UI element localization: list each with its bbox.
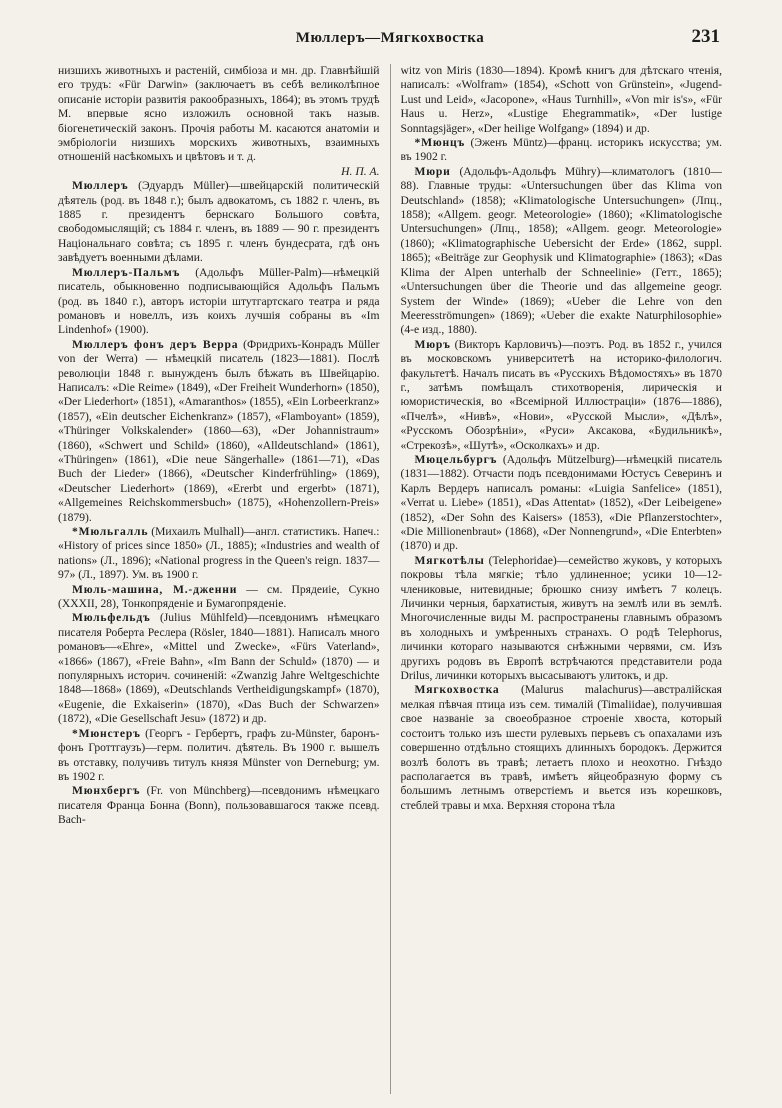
entry-text: (Георгъ - Гербертъ, графъ zu-Münster, баронъ-фонъ Гроттгаузъ)—герм. политич. дѣятель. Въ 1900 г. вышелъ въ отставку, получивъ титулъ князя Münster von Derneburg; ум. въ 1902 г. [58, 726, 380, 783]
author-signature: Н. П. А. [341, 164, 380, 178]
right-column [401, 64, 723, 1094]
text-columns [58, 64, 722, 1094]
entry-headword: Мюръ [414, 337, 451, 351]
entry-text: (Фридрихъ-Конрадъ Müller von der Werra) — нѣмецкій писатель (1823—1881). Послѣ революціи 1848 г. вынужденъ былъ бѣжать въ Швейцарію. Написалъ: «Die Reime» (1849), «Der Freiheit Wunderhorn» (1850), «Der Liederhort» (1851), «Amaranthos» (1855), «Ein Lorbeerkranz» (1857), «Ein deutscher Eichenkranz» (1857), «Flamboyant» (1859), «Thüringer Volkskalender» (1860—63), «Der Johannistraum» (1860), «Schwert und Schild» (1860), «Alldeutschland» (1861), «Thüringen» (1861), «Die neue Sängerhalle» (1861—71), «Das Buch der Lieder» (1866), «Deutscher Kinderfrühling» (1869), «Deutscher Liederhort» (1869), «Ererbt und ergerbt» (1871), «Allgemeines Reichskommersbuch» (1875), «Hohenzollern-Preis» (1879). [58, 337, 380, 524]
entry-headword: Мюцельбургъ [414, 452, 498, 466]
entry-text: (Адольфъ Mützelburg)—нѣмецкій писатель (1831—1882). Отчасти подъ псевдонимами Юстусъ Северинъ и Карлъ Вердеръ написалъ романы: «Luigia Sanfelice» (1851), «Verrat u. Liebe» (1851), «Das Attentat» (1852), «Der Leibeigene» (1852), «Der Sohn des Kaisers» (1853), «Die Pflanzerstochter», «Die Millionenbraut» (1868), «Der Nonnengrund», «Die Enterbten» (1870) и др. [400, 452, 722, 553]
entry-headword: *Мюнстеръ [72, 726, 141, 740]
entry-text: (Викторъ Карловичъ)—поэтъ. Род. въ 1852 г., учился въ московскомъ университетѣ на историко-филологич. факультетѣ. Началъ писать въ «Русскихъ Вѣдомостяхъ» въ 1870 г., затѣмъ помѣщалъ стихотворенія, лирическія и юмористическія, во «Всемірной Иллюстраціи» (1876—1886), «Пчелѣ», «Нивѣ», «Нови», «Русской Мысли», «Дѣлѣ», «Русскомъ Обозрѣніи», «Руси» Аксакова, «Будильникѣ», «Стрекозѣ», «Шутѣ», «Осколкахъ» и др. [400, 337, 722, 452]
entry-text: (Malurus malachurus)—австралійская мелкая пѣвчая птица изъ сем. тималій (Timaliidae), получившая свое названіе за своеобразное строеніе хвоста, который состоитъ только изъ шести рулевыхъ перьевъ съ опахалами изъ совершенно отдѣльно стоящихъ длинныхъ бородокъ. Держится возлѣ болотъ въ травѣ; летаетъ плохо и неохотно. Гнѣздо располагается въ травѣ, имѣетъ яйцеобразную форму съ большимъ летнымъ отверстіемъ и вьется изъ корешковъ, стеблей травы и мха. Верхняя сторона тѣла [400, 683, 722, 812]
continuation-text: witz von Miris (1830—1894). Кромѣ книгъ для дѣтскаго чтенія, написалъ: «Wolfram» (1854), «Schott von Grünstein», «Jugend-Lust und Leid», «Jacopone», «Haus Turnhill», «Von mir is's», «Für Haus u. Herz», «Lustige Ehegrammatik», «Der lustige Sonntagsjäger», «Der heilige Wolfgang» (1894) и др. [400, 64, 722, 135]
dictionary-entry [401, 165, 723, 338]
dictionary-entry [58, 727, 380, 785]
dictionary-entry [401, 453, 723, 554]
entry-headword: Мюллеръ фонъ деръ Верра [72, 337, 239, 351]
running-head: Мюллеръ—Мягкохвостка [295, 30, 485, 46]
entry-headword: Мюльфельдъ [72, 611, 151, 625]
entry-headword: *Мюльгалль [72, 525, 149, 538]
entry-headword: Мюллеръ [72, 179, 129, 193]
entry-headword: Мюнхбергъ [72, 784, 141, 798]
entry-headword: Мюллеръ-Пальмъ [72, 265, 181, 279]
dictionary-entry [401, 683, 723, 813]
entry-headword: Мягкохвостка [414, 683, 500, 697]
entry-text: (Михаилъ Mulhall)—англ. статистикъ. Напеч.: «History of prices since 1850» (Л., 1885); «Industries and wealth of nations» (Л., 1896); «National progress in the Queen's reign. 1837—97» (Л., 1897). Ум. въ 1900 г. [58, 525, 380, 582]
dictionary-entry [58, 266, 380, 338]
page-header [60, 26, 720, 54]
dictionary-entry [58, 583, 380, 612]
dictionary-entry [58, 338, 380, 525]
continuation-text: низшихъ животныхъ и растеній, симбіоза и мн. др. Главнѣйшій его трудъ: «Für Darwin» (заключаетъ въ себѣ великолѣпное описаніе исторіи развитія ракообразныхъ, 1864); въ этомъ трудѣ М. впервые ясно изложилъ основной такъ назыв. біогенетическій законъ. Прочія работы М. касаются анатоміи и эмбріологіи низшихъ морскихъ животныхъ, взаимныхъ отношеній насѣкомыхъ и цвѣтовъ и т. д. [58, 64, 380, 164]
entry-text: (Julius Mühlfeld)—псевдонимъ нѣмецкаго писателя Роберта Реслера (Rösler, 1840—1881). Написалъ много романовъ—«Ehre», «Mittel und Zwecke», «Fürs Vaterland», «1866» (1867), «Freie Bahn», «Im Bann der Schuld» (1870) — и популярныхъ историч. сочиненій: «Zwanzig Jahre Weltgeschichte 1848—1868» (1869), «Deutschlands Vertheidigungskampf» (1870), «Eugenie, die Exkaiserin» (1870), «Das Buch der Schwarzen» (1872), «Die Gesellschaft Jesu» (1872) и др. [58, 611, 380, 726]
entry-headword: *Мюнцъ [414, 136, 466, 150]
entry-text: (Эженъ Müntz)—франц. историкъ искусства; ум. въ 1902 г. [400, 136, 722, 164]
dictionary-entry [58, 179, 380, 265]
dictionary-entry [401, 338, 723, 453]
entry-text: (Fr. von Münchberg)—псевдонимъ нѣмецкаго писателя Франца Бонна (Bonn), пользовавшагося также псевд. Bach- [58, 784, 380, 827]
entry-text: (Telephoridae)—семейство жуковъ, у которыхъ покровы тѣла мягкіе; тѣло удлиненное; усики 10—12-члениковые, нитевидные; брюшко снизу имѣетъ 7 колецъ. Личинки черныя, бархатистыя, живутъ на землѣ или въ землѣ. Многочисленные виды М. распространены главнымъ образомъ въ холодныхъ и умѣренныхъ странахъ. О родѣ Telephorus, личинки котораго называются снѣжными червями, см. Изъ другихъ родовъ въ Европѣ встрѣчаются представители рода Drilus, личинки которыхъ высасываютъ улитокъ, и др. [400, 553, 722, 683]
entry-text: (Эдуардъ Müller)—швейцарскій политическій дѣятель (род. въ 1848 г.); былъ адвокатомъ, съ 1882 г. членъ, въ 1885 г. президентъ бернскаго Большого совѣта, свободомыслящій; съ 1884 г. членъ, въ 1889 — 90 г. президентъ Національнаго совѣта; съ 1895 г. членъ бундесрата, гдѣ онъ завѣдуетъ военными дѣлами. [58, 179, 380, 265]
entry-text: (Адольфъ Müller-Palm)—нѣмецкій писатель, обыкновенно подписывающійся Адольфъ Пальмъ (род. въ 1840 г.), авторъ исторіи штутгартскаго театра и ряда романовъ и новеллъ, изъ коихъ лучшія собраны въ «Im Lindenhof» (1900). [58, 265, 380, 337]
dictionary-entry [58, 525, 380, 583]
dictionary-entry [401, 136, 723, 165]
column-divider [390, 64, 391, 1094]
dictionary-entry [401, 554, 723, 684]
entry-text: (Адольфъ-Адольфъ Mühry)—климатологъ (1810—88). Главные труды: «Untersuchungen über das Klima von Deutschland» (1858); «Klimatologische Untersuchungen» (Лпц., 1858); «Allgem. geogr. Meteorologie» (1860); «Klimatologische Untersuchungen» (Лпц., 1858); «Allgem. geogr. Meteorologie» (1860); «Klimatographische Uebersicht der Erde» (1862, suppl. 1865); «Beiträge zur Geophysik und Klimatographie» (1863); «Das Klima der Alpen unterhalb der Schneelinie» (Гетт., 1865); «Untersuchungen über die Theorie und das allgemeine geogr. System der Winde» (1869); «Ueber die Lehre von den Meeresströmungen» (1869); «Ueber die exakte Naturphilosophie» (4-е изд., 1880). [400, 164, 722, 337]
page-number: 231 [691, 26, 720, 47]
entry-headword: Мягкотѣлы [414, 553, 485, 567]
left-column [58, 64, 380, 1094]
dictionary-entry [58, 611, 380, 726]
entry-headword: Мюри [414, 164, 451, 178]
entry-headword: Мюль-машина, М.-дженни [72, 582, 238, 596]
dictionary-entry [58, 784, 380, 827]
entry-text: — см. Прядеиіе, Сукно (XXXII, 28), Тонкопряденіе и Бумагопряденіе. [58, 582, 380, 611]
